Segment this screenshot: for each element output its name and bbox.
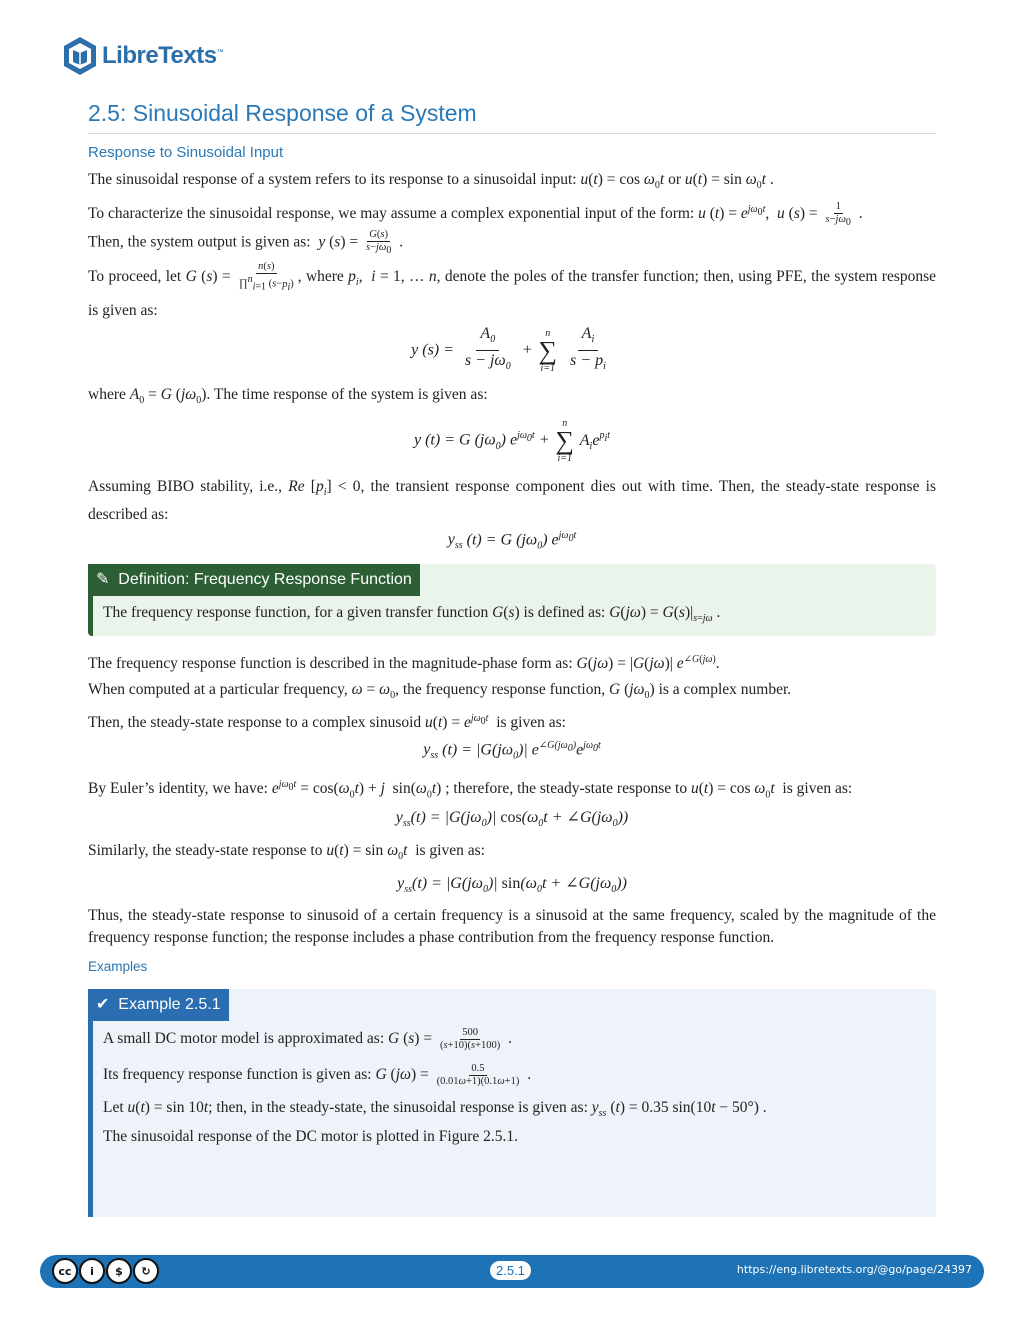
- cc-icon: cc: [52, 1258, 78, 1284]
- equation-steady-state: $y_{ss}$ (t) = G $(j\omega_0)$ $e^{j\omega_0t}$: [447, 530, 577, 552]
- paragraph-magnitude-phase: The frequency response function is described in the magnitude-phase form as: G(jω) = |G(jω)| $e^{\angle G(j\omega)}$.: [88, 654, 720, 673]
- equation-pfe: y (s) = $\frac{A_0}{s - j\omega_0}$ + n ∑ i=1 $\frac{A_i}{s - p_i}$: [411, 325, 606, 374]
- paragraph-complex-input: To characterize the sinusoidal response, we may assume a complex exponential input of the form: u $(t) = e^{j\omega_0t}$, u (s) = $\frac{1}{s-j\omega_0}$ .: [88, 200, 863, 228]
- paragraph-sine-input: Similarly, the steady-state response to $u(t) = \sin \omega_0t$ is given as:: [88, 842, 485, 863]
- definition-title: Definition: Frequency Response Function: [118, 571, 412, 588]
- noncommercial-icon: $: [106, 1258, 132, 1284]
- license-badge[interactable]: [52, 1258, 159, 1284]
- attribution-icon: i: [79, 1258, 105, 1284]
- equation-time-response: y (t) = G $(j\omega_0) e^{j\omega_0t}$ + n ∑ i=1 $A_ie^{p_it}$: [413, 418, 610, 464]
- footer-bar: [40, 1255, 984, 1288]
- page-number: 2.5.1: [490, 1261, 531, 1280]
- example-title: Example 2.5.1: [118, 996, 221, 1013]
- example-line-steady-state: Let u(t) = sin 10t; then, in the steady-state, the sinusoidal response is given as: $y_{ss}$ (t) = 0.35 sin(10t − 50°) .: [103, 1099, 767, 1120]
- logo-trademark: ™: [216, 48, 224, 56]
- paragraph-particular-frequency: When computed at a particular frequency, $\omega = \omega_0$, the frequency response function, G $(j\omega_0)$ is a complex number.: [88, 681, 792, 702]
- example-box: [88, 989, 936, 1217]
- definition-text: The frequency response function, for a given transfer function G(s) is defined as: $G(j\omega) = G(s)|_{s=j\omega}$ .: [103, 604, 721, 625]
- paragraph-conclusion: Thus, the steady-state response to sinusoid of a certain frequency is a sinusoid at the same frequency, scaled by the magnitude of the frequency response function; the response includes a phase contribution from the frequency response function.: [88, 907, 936, 946]
- sharealike-icon: ↻: [133, 1258, 159, 1284]
- equation-complex-steady-state: $y_{ss}$ $(t) = |G(j\omega_0)|$ $e^{\angle G(j\omega_0)}e^{j\omega_0t}$: [423, 740, 601, 762]
- section-heading-examples[interactable]: Examples: [88, 959, 148, 974]
- definition-header: [88, 564, 420, 596]
- libretexts-logo-icon: [62, 36, 98, 76]
- paragraph-euler: By Euler’s identity, we have: $e^{j\omega_0t} = \cos(\omega_0t) + j$ $\sin(\omega_0t)$ ; therefore, the steady-state response to $u(t) = \cos \omega_0t$ is given as:: [88, 779, 853, 801]
- paragraph-intro: The sinusoidal response of a system refers to its response to a sinusoidal input: $u(t) = \cos \omega_0t$ or $u(t) = \sin \omega_0t$ .: [88, 171, 774, 192]
- logo-text: LibreTexts: [102, 42, 217, 69]
- page-url-link[interactable]: https://eng.libretexts.org/@go/page/24397: [736, 1263, 972, 1276]
- definition-box: [88, 564, 936, 636]
- example-header: [88, 989, 229, 1021]
- paragraph-bibo: Assuming BIBO stability, i.e., Re $[p_i] < 0$, the transient response component dies out with time. Then, the steady-state response is described as:: [88, 478, 936, 524]
- pencil-icon: ✎: [96, 571, 110, 588]
- libretexts-logo[interactable]: [62, 36, 224, 76]
- paragraph-system-output: Then, the system output is given as: y (s) = $\frac{G(s)}{s-j\omega_0}$ .: [88, 229, 404, 257]
- paragraph-complex-sinusoid: Then, the steady-state response to a complex sinusoid $u(t) = e^{j\omega_0t}$ is given as:: [88, 713, 566, 732]
- paragraph-pfe: To proceed, let G (s) = $\frac{n(s)}{\prod^n_{i=1} (s-p_i)}$ , where $p_i$, i = 1, … n, denote the poles of the transfer function; then, using PFE, the system response is given as:: [88, 261, 937, 319]
- example-line-figure-ref: The sinusoidal response of the DC motor is plotted in Figure 2.5.1.: [103, 1128, 519, 1145]
- checkmark-icon: ✔: [96, 996, 110, 1013]
- example-line-frequency-response: Its frequency response function is given as: G (jω) = $\frac{0.5}{(0.01\omega+1)(0.1\omega+1)}$ .: [103, 1063, 532, 1087]
- equation-cosine-response: $y_{ss}(t) = |G(j\omega_0)|$ $\cos(\omega_0t$ + $\angle G(j\omega_0)$): [395, 809, 629, 830]
- equation-sine-response: $y_{ss}(t) = |G(j\omega_0)|$ $\sin(\omega_0t$ + $\angle G(j\omega_0)$): [397, 875, 627, 896]
- page-title: 2.5: Sinusoidal Response of a System: [88, 100, 936, 134]
- section-heading-response: Response to Sinusoidal Input: [88, 144, 284, 161]
- example-line-model: A small DC motor model is approximated as: G (s) = $\frac{500}{(s+10)(s+100)}$ .: [103, 1027, 512, 1051]
- paragraph-time-response: where $A_0 = G$ $(j\omega_0)$. The time response of the system is given as:: [88, 386, 488, 407]
